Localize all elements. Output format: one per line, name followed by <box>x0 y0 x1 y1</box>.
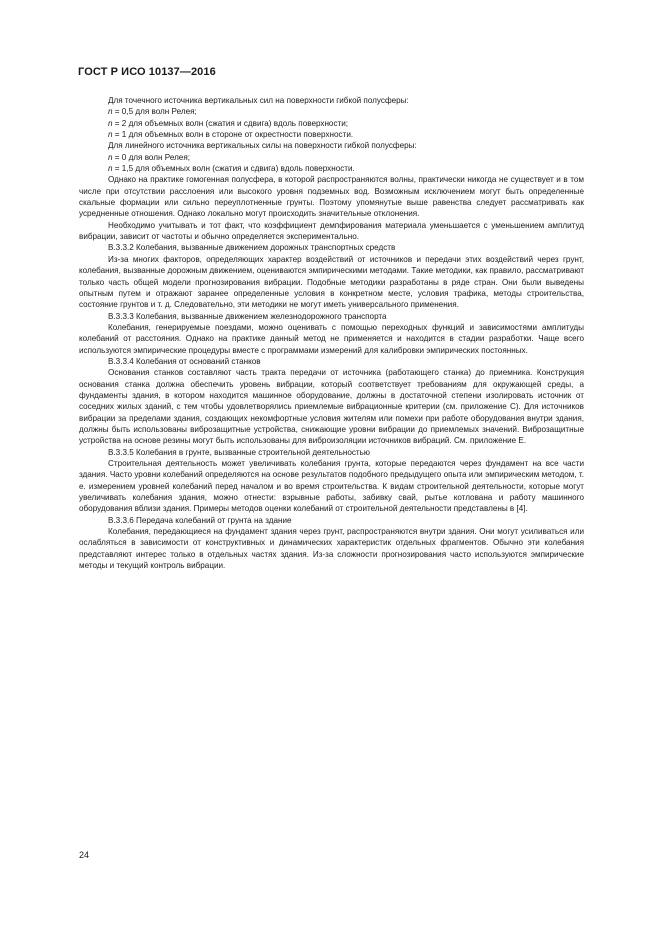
document-header: ГОСТ Р ИСО 10137—2016 <box>78 66 216 78</box>
section-heading: B.3.3.5 Колебания в грунте, вызванные строительной деятельностью <box>108 447 370 457</box>
paragraph: Для линейного источника вертикальных силы на поверхности гибкой полусферы: <box>108 141 417 151</box>
formula-text: = 2 для объемных волн (сжатия и сдвига) вдоль поверхности; <box>112 118 349 128</box>
paragraph: Необходимо учитывать и тот факт, что коэффициент демпфирования материала уменьшается с уменьшением амплитуд вибрации, зависит от частоты и обычно определяется экспериментально. <box>79 220 584 242</box>
paragraph: Из-за многих факторов, определяющих характер воздействий от источников и передачи этих воздействий через грунт, колебания, вызванные дорожным движением, оцениваются эмпирическими методами. Такие методики, как правило, рассматривают только часть общей модели прогнозирования вибрации. Подобные методики разработаны в ряде стран. Они были выведены опытным путем и отражают заранее определенные условия в конкретном месте, условия трафика, методы строительства, состояние грунтов и т. д. Следовательно, эти методики не могут иметь универсального применения. <box>79 254 584 310</box>
paragraph: Колебания, передающиеся на фундамент здания через грунт, распространяются внутри здания. Они могут усиливаться или ослабляться в зависимости от конструктивных и динамических характеристик отдельных фрагментов. Обычно эти колебания представляют интерес только в отдельных частях здания. Из-за сложности прогнозирования часто используются эмпирические методы и текущий контроль вибрации. <box>79 527 584 571</box>
formula-line <box>79 106 584 117</box>
variable: n <box>108 152 113 162</box>
document-body <box>79 95 584 571</box>
paragraph: Основания станков составляют часть тракта передачи от источника (работающего станка) до приемника. Конструкция основания станка должна обеспечить уровень вибрации, который соответствует требованиям для окружающей среды, а фундаменты здания, в котором находится машинное оборудование, должны в достаточной степени изолировать источник от соседних жилых зданий, с тем чтобы удовлетворялись приемлемые вибрационные критерии (см. приложение C). Для источников вибрации за пределами здания, создающих некомфортные условия жителям или помехи при работе оборудования внутри здания, должны быть использованы виброзащитные устройства, снижающие уровни вибрации до приемлемых значений. Виброзащитные устройства на основе резины могут быть использованы для виброизоляции источников вибраций. См. приложение E. <box>79 368 584 446</box>
paragraph: Колебания, генерируемые поездами, можно оценивать с помощью переходных функций и зависимостями амплитуды колебаний от расстояния. Однако на практике данный метод не применяется и находится в стадии разработки. Чаще всего используются эмпирические процедуры вместе с программами измерений для калибровки эмпирических постоянных. <box>79 322 584 355</box>
variable: n <box>108 164 113 174</box>
paragraph: Для точечного источника вертикальных сил на поверхности гибкой полусферы: <box>108 96 409 105</box>
variable: n <box>108 118 113 128</box>
formula-line <box>79 152 584 163</box>
formula-line <box>79 118 584 129</box>
formula-line <box>79 163 584 174</box>
section-heading: B.3.3.2 Колебания, вызванные движением дорожных транспортных средств <box>108 243 396 253</box>
variable: n <box>108 130 113 140</box>
formula-text: = 1,5 для объемных волн (сжатия и сдвига) вдоль поверхности. <box>112 164 355 174</box>
paragraph: Строительная деятельность может увеличивать колебания грунта, которые передаются через фундамент на все части здания. Часто уровни колебаний определяются на основе результатов подобного предыдущего опыта или эмпирическим методом, т. е. измерением уровней колебаний перед началом и во время строительства. К видам строительной деятельности, которые могут увеличивать колебания здания, можно отнести: взрывные работы, забивку свай, рытье котлована и работу машинного оборудования вблизи здания. Примеры методов оценки колебаний от строительной деятельности представлены в [4]. <box>79 459 584 514</box>
section-heading: B.3.3.3 Колебания, вызванные движением железнодорожного транспорта <box>108 311 387 321</box>
paragraph: Однако на практике гомогенная полусфера, в которой распространяются волны, практически никогда не существует и в том числе при отсутствии расслоения или высокого уровня подземных вод. Возможным исключением могут быть определенные скальные формации или сильно переуплотненные грунты. Поэтому упомянутые выше равенства следует рассматривать как усредненные отношения. Однако локально могут происходить значительные отклонения. <box>79 175 584 219</box>
page-number: 24 <box>79 850 90 860</box>
variable: n <box>108 107 113 117</box>
section-heading: B.3.3.4 Колебания от оснований станков <box>108 356 261 366</box>
section-heading: B.3.3.6 Передача колебаний от грунта на здание <box>108 515 292 525</box>
formula-text: = 0,5 для волн Релея; <box>112 107 197 117</box>
formula-text: = 1 для объемных волн в стороне от окрестности поверхности. <box>112 130 354 140</box>
formula-line <box>79 129 584 140</box>
formula-text: = 0 для волн Релея; <box>112 152 190 162</box>
